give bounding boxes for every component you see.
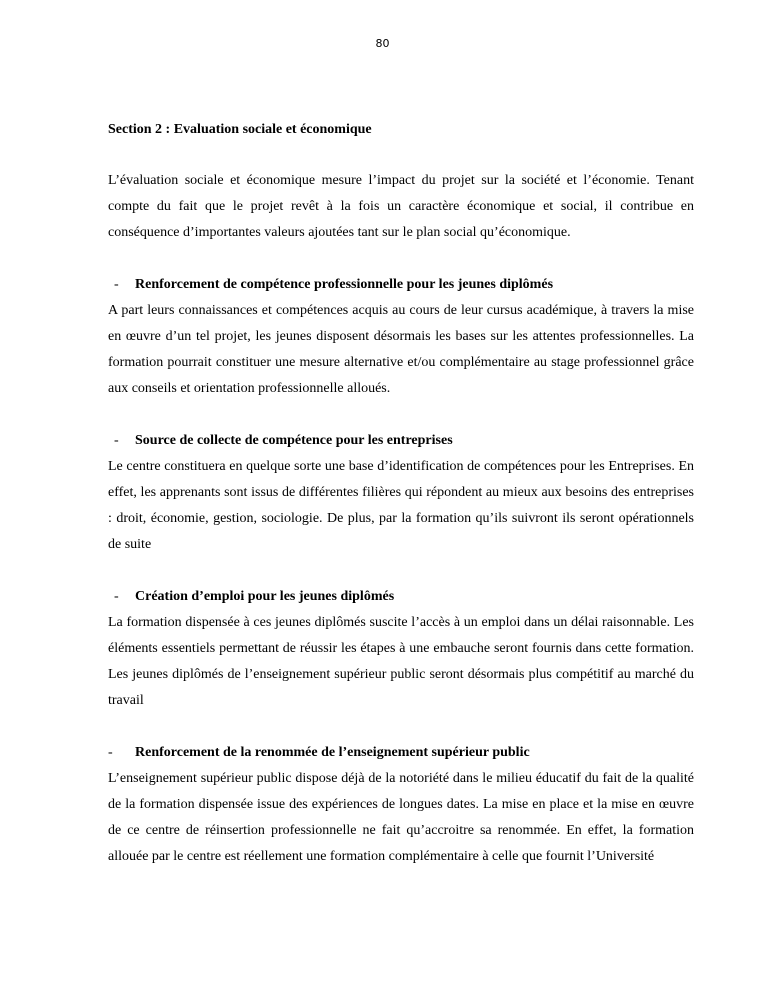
subsection-paragraph: L’enseignement supérieur public dispose déjà de la notoriété dans le milieu éducatif du fait de la qualité de la formation dispensée issue des expériences de longues dates. La mise en place et la mise en œuvre de ce centre de réinsertion professionnelle ne fait qu’accroitre sa renommée. En effet, la formation allouée par le centre est réellement une formation complémentaire à celle que fournit l’Université (108, 771, 694, 864)
subsection-collecte (108, 428, 694, 558)
subsection-heading (108, 272, 694, 298)
document-body (108, 120, 694, 870)
subsection-paragraph: La formation dispensée à ces jeunes diplômés suscite l’accès à un emploi dans un délai raisonnable. Les éléments essentiels permettant de réussir les étapes à une embauche seront fournis dans cette formation. Les jeunes diplômés de l’enseignement supérieur public seront désormais plus compétitif au marché du travail (108, 615, 694, 708)
intro-paragraph: L’évaluation sociale et économique mesure l’impact du projet sur la société et l’économie. Tenant compte du fait que le projet revêt à la fois un caractère économique et social, il contribue en conséquence d’importantes valeurs ajoutées tant sur le plan social qu’économique. (108, 173, 694, 240)
subsection-heading-text: Source de collecte de compétence pour les entreprises (135, 433, 453, 448)
bullet-dash: - (108, 745, 113, 760)
section-title: Section 2 : Evaluation sociale et économique (108, 122, 372, 137)
subsection-paragraph: Le centre constituera en quelque sorte une base d’identification de compétences pour les Entreprises. En effet, les apprenants sont issus de différentes filières qui répondent au mieux aux besoins des entreprises : droit, économie, gestion, sociologie. De plus, par la formation qu’ils suivront ils seront opérationnels de suite (108, 459, 694, 552)
subsection-paragraph: A part leurs connaissances et compétences acquis au cours de leur cursus académique, à travers la mise en œuvre d’un tel projet, les jeunes disposent désormais les bases sur les attentes professionnelles. La formation pourrait constituer une mesure alternative et/ou complémentaire au stage professionnel grâce aux conseils et orientation professionnelle alloués. (108, 303, 694, 396)
subsection-heading-text: Création d’emploi pour les jeunes diplômés (135, 589, 395, 604)
subsection-heading (108, 428, 694, 454)
subsection-heading-text: Renforcement de compétence professionnelle pour les jeunes diplômés (135, 277, 554, 292)
subsection-competence (108, 272, 694, 402)
bullet-dash: - (114, 433, 119, 448)
subsection-heading (108, 584, 694, 610)
page-number: 80 (375, 37, 390, 50)
subsection-renommee (108, 740, 694, 870)
subsection-heading (108, 740, 694, 766)
bullet-dash: - (114, 589, 119, 604)
bullet-dash: - (114, 277, 119, 292)
subsection-heading-text: Renforcement de la renommée de l’enseignement supérieur public (135, 745, 530, 760)
subsection-emploi (108, 584, 694, 714)
